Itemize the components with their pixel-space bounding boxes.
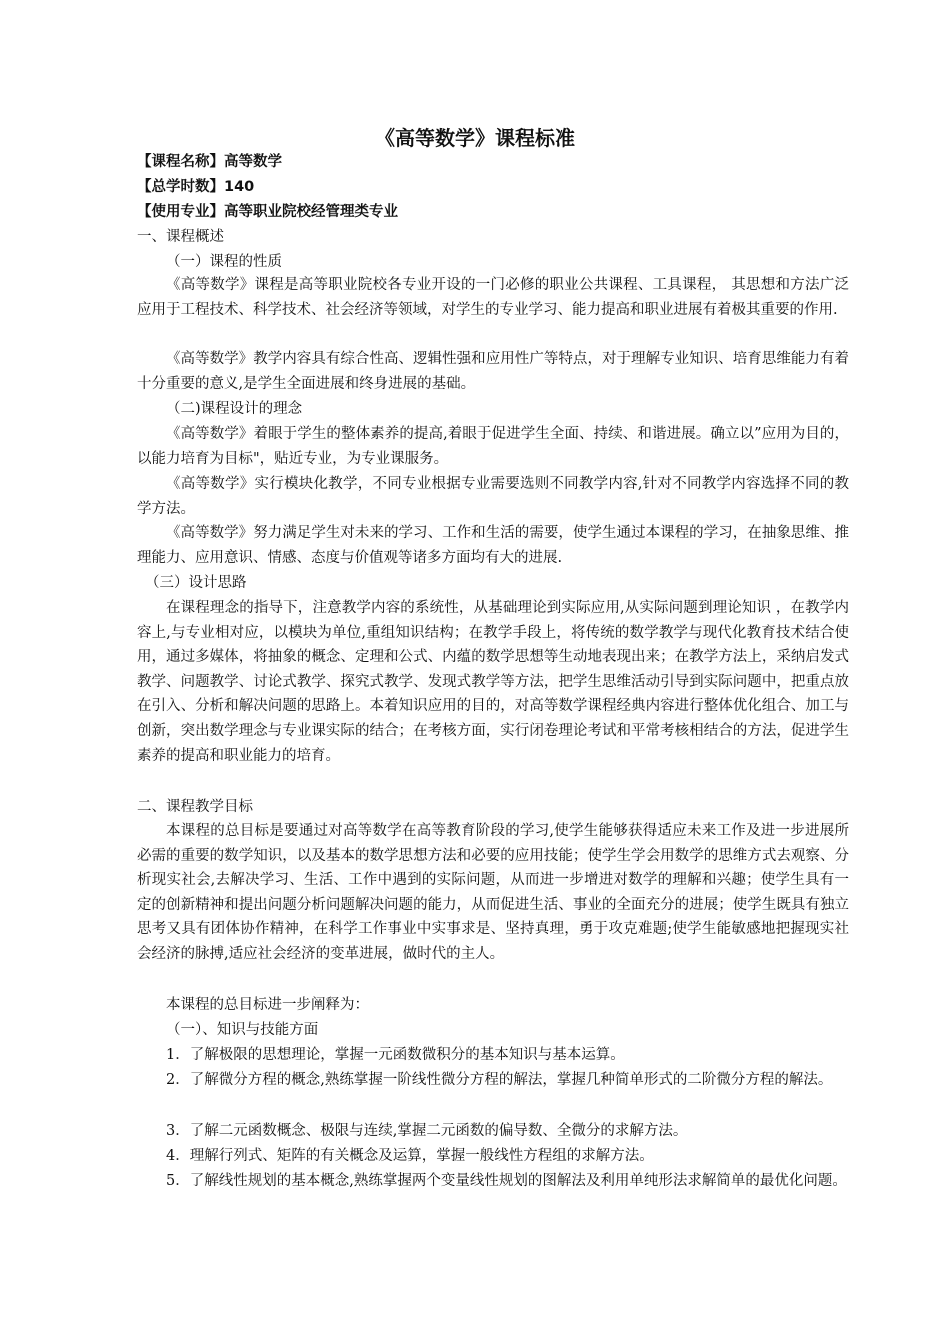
course-name-line: 【课程名称】高等数学 — [137, 154, 282, 170]
subsection-heading-philosophy: （二)课程设计的理念 — [166, 401, 303, 417]
section-heading-objectives: 二、课程教学目标 — [137, 799, 253, 815]
majors-line: 【使用专业】高等职业院校经管理类专业 — [137, 204, 398, 220]
list-item-5: 5．了解线性规划的基本概念,熟练掌握两个变量线性规划的图解法及利用单纯形法求解简单的最优化问题。 — [166, 1173, 847, 1189]
paragraph-design: 在课程理念的指导下，注意教学内容的系统性，从基础理论到实际应用,从实际问题到理论知识 ，在教学内容上,与专业相对应，以模块为单位,重组知识结构；在教学手段上，将传统的数学教学与现代化教育技术结合使用，通过多媒体，将抽象的概念、定理和公式、内蕴的数学思想等生动地表现出来；在教学方法上，采纳启发式教学、问题教学、讨论式教学、探究式教学、发现式教学等方法，把学生思维活动引导到实际问题中，把重点放在引入、分析和解决问题的思路上。本着知识应用的目的，对高等数学课程经典内容进行整体优化组合、加工与创新，突出数学理念与专业课实际的结合；在考核方面，实行闭卷理论考试和平常考核相结合的方法，促进学生素养的提高和职业能力的培育。 — [137, 600, 849, 764]
paragraph-philosophy-1: 《高等数学》着眼于学生的整体素养的提高,着眼于促进学生全面、持续、和谐进展。确立以”应用为目的，以能力培育为目标"，贴近专业，为专业课服务。 — [137, 426, 849, 467]
paragraph-nature-1: 《高等数学》课程是高等职业院校各专业开设的一门必修的职业公共课程、工具课程， 其思想和方法广泛应用于工程技术、科学技术、社会经济等领域，对学生的专业学习、能力提高和职业进展有着极其重要的作用. — [137, 277, 849, 318]
list-item-3: 3．了解二元函数概念、极限与连续,掌握二元函数的偏导数、全微分的求解方法。 — [166, 1123, 688, 1139]
paragraph-philosophy-3: 《高等数学》努力满足学生对未来的学习、工作和生活的需要，使学生通过本课程的学习，在抽象思维、推理能力、应用意识、情感、态度与价值观等诸多方面均有大的进展. — [137, 525, 849, 566]
paragraph-objectives-intro: 本课程的总目标进一步阐释为： — [166, 997, 369, 1013]
list-item-1: 1．了解极限的思想理论，掌握一元函数微积分的基本知识与基本运算。 — [166, 1047, 625, 1063]
subsection-heading-knowledge: （一）、知识与技能方面 — [166, 1022, 319, 1038]
subsection-heading-design: （三）设计思路 — [145, 575, 247, 591]
paragraph-objectives: 本课程的总目标是要通过对高等数学在高等教育阶段的学习,使学生能够获得适应未来工作及进一步进展所必需的重要的数学知识，以及基本的数学思想方法和必要的应用技能；使学生学会用数学的思维方式去观察、分析现实社会,去解决学习、生活、工作中遇到的实际问题，从而进一步增进对数学的理解和兴趣；使学生具有一定的创新精神和提出问题分析问题解决问题的能力，从而促进生活、事业的全面充分的进展；使学生既具有独立思考又具有团体协作精神，在科学工作事业中实事求是、坚持真理，勇于攻克难题;使学生能敏感地把握现实社会经济的脉搏,适应社会经济的变革进展，做时代的主人。 — [137, 823, 849, 962]
section-heading-overview: 一、课程概述 — [137, 229, 224, 245]
document-title: 《高等数学》课程标准 — [375, 126, 575, 150]
list-item-2: 2．了解微分方程的概念,熟练掌握一阶线性微分方程的解法，掌握几种简单形式的二阶微分方程的解法。 — [166, 1072, 833, 1088]
subsection-heading-nature: （一）课程的性质 — [166, 254, 282, 270]
paragraph-nature-2: 《高等数学》教学内容具有综合性高、逻辑性强和应用性广等特点，对于理解专业知识、培育思维能力有着十分重要的意义,是学生全面进展和终身进展的基础。 — [137, 351, 849, 392]
list-item-4: 4．理解行列式、矩阵的有关概念及运算，掌握一般线性方程组的求解方法。 — [166, 1148, 654, 1164]
paragraph-philosophy-2: 《高等数学》实行模块化教学，不同专业根据专业需要选则不同教学内容,针对不同教学内容选择不同的教学方法。 — [137, 476, 849, 517]
total-hours-line: 【总学时数】140 — [137, 179, 255, 195]
